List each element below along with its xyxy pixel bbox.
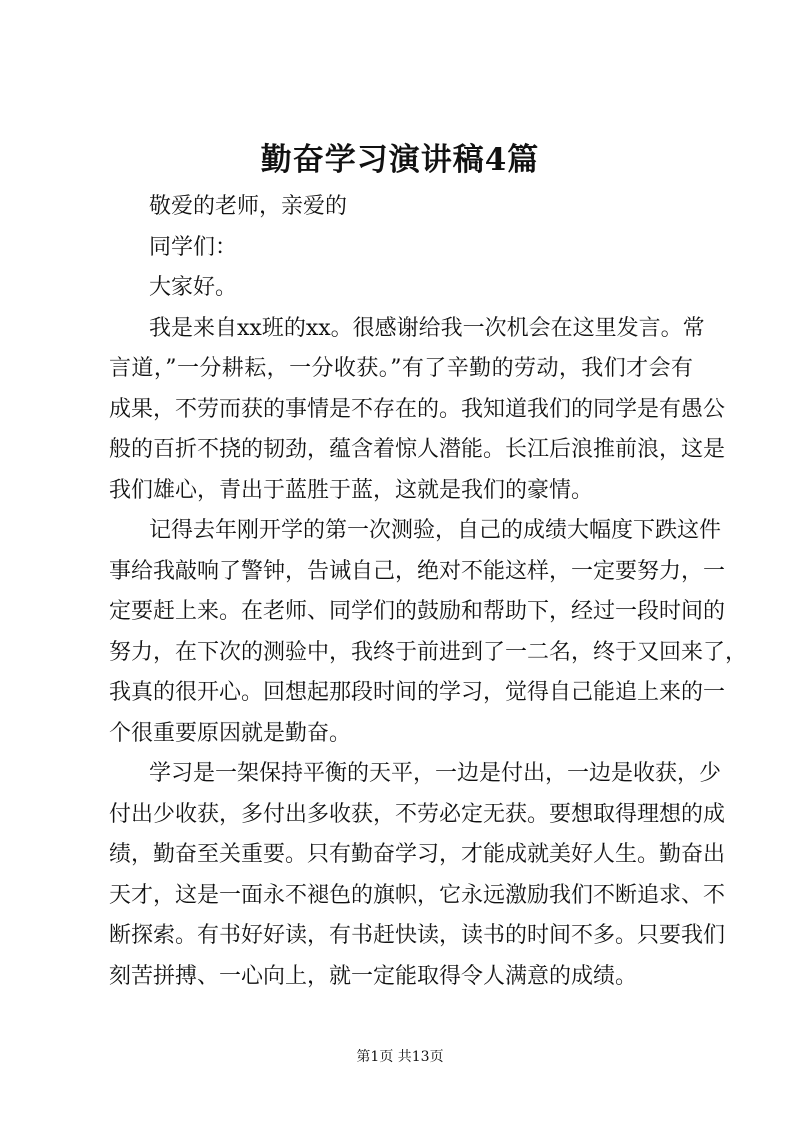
text-line: 成果，不劳而获的事情是不存在的。我知道我们的同学是有愚公 <box>109 396 726 422</box>
text-line: 言道，”一分耕耘，一分收获。”有了辛勤的劳动，我们才会有 <box>109 356 693 381</box>
text-line: 个很重要原因就是勤奋。 <box>109 720 352 746</box>
text-line: 般的百折不挠的韧劲，蕴含着惊人潜能。长江后浪推前浪，这是 <box>109 437 726 462</box>
text-line: 事给我敲响了警钟，告诫自己，绝对不能这样，一定要努力，一 <box>109 558 726 584</box>
text-line: 学习是一架保持平衡的天平，一边是付出，一边是收获，少 <box>149 761 722 786</box>
text-line: 刻苦拼搏、一心向上，就一定能取得令人满意的成绩。 <box>109 963 638 989</box>
text-line: 努力，在下次的测验中，我终于前进到了一二名，终于又回来了， <box>109 639 748 665</box>
text-line: 断探索。有书好好读，有书赶快读，读书的时间不多。只要我们 <box>109 923 726 948</box>
paragraph <box>109 754 726 997</box>
paragraph <box>109 268 693 309</box>
paragraph <box>109 511 748 754</box>
document-body <box>109 187 748 997</box>
text-line: 我是来自xx班的xx。很感谢给我一次机会在这里发言。常 <box>149 315 705 341</box>
text-line: 同学们： <box>149 234 238 260</box>
page-footer: 第1页 共13页 <box>356 1049 444 1065</box>
text-line: 我真的很开心。回想起那段时间的学习，觉得自己能追上来的一 <box>109 680 726 705</box>
text-line: 敬爱的老师，亲爱的 <box>149 194 348 219</box>
text-line: 定要赶上来。在老师、同学们的鼓励和帮助下，经过一段时间的 <box>109 599 726 624</box>
paragraph <box>109 309 726 512</box>
paragraph <box>109 228 693 269</box>
text-line: 绩，勤奋至关重要。只有勤奋学习，才能成就美好人生。勤奋出 <box>109 842 726 867</box>
text-line: 大家好。 <box>149 275 238 300</box>
text-line: 付出少收获，多付出多收获，不劳必定无获。要想取得理想的成 <box>109 801 726 827</box>
document-title: 勤奋学习演讲稿4篇 <box>260 142 540 178</box>
text-line: 我们雄心，青出于蓝胜于蓝，这就是我们的豪情。 <box>109 477 594 503</box>
text-line: 记得去年刚开学的第一次测验，自己的成绩大幅度下跌这件 <box>149 518 722 543</box>
paragraph <box>109 187 693 228</box>
text-line: 天才，这是一面永不褪色的旗帜，它永远激励我们不断追求、不 <box>109 882 726 908</box>
